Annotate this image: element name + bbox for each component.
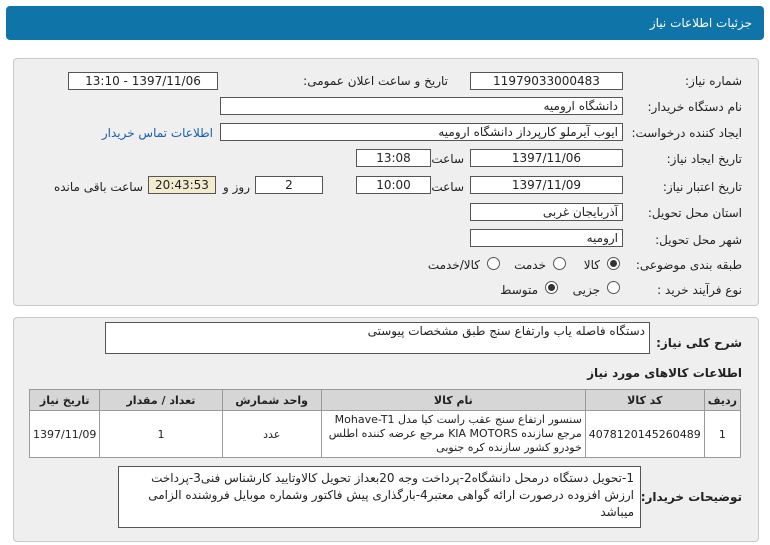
buyer-notes-label: توضیحات خریدار: <box>640 490 742 504</box>
table-row <box>30 411 741 458</box>
need-number-label: شماره نیاز: <box>685 74 742 88</box>
category-label: طبقه بندی موضوعی: <box>635 258 742 272</box>
row-date: 1397/11/09 <box>30 411 100 458</box>
province-field: آذربایجان غربی <box>470 203 623 221</box>
process-minor-radio[interactable] <box>607 281 620 294</box>
page-title: جزئیات اطلاعات نیاز <box>649 16 752 30</box>
validity-time-field: 10:00 <box>356 176 431 194</box>
buyer-org-field: دانشگاه ارومیه <box>220 97 623 115</box>
items-header-row <box>30 390 741 411</box>
col-qty: تعداد / مقدار <box>100 390 222 411</box>
buyer-notes-field: 1-تحویل دستگاه درمحل دانشگاه2-پرداخت وجه 20بعداز تحویل کالاوتایید کارشناس فنی3-پرداخت ارزش افزوده درصورت ارائه گواهی معتبر4-بارگذاری پیش فاکتور وشماره موبایل فروشنده الزامی میباشد <box>118 466 641 528</box>
category-both-label: کالا/خدمت <box>427 258 480 272</box>
validity-date-field: 1397/11/09 <box>470 176 623 194</box>
province-label: استان محل تحویل: <box>647 206 742 220</box>
need-number-field: 11979033000483 <box>470 72 623 90</box>
col-row: ردیف <box>704 390 740 411</box>
announce-label: تاریخ و ساعت اعلان عمومی: <box>303 74 448 88</box>
created-time-label: ساعت <box>431 152 464 166</box>
buyer-org-label: نام دستگاه خریدار: <box>647 100 742 114</box>
announce-field: 1397/11/06 - 13:10 <box>68 72 218 90</box>
buyer-contact-link[interactable]: اطلاعات تماس خریدار <box>101 126 213 140</box>
remaining-time-field: 20:43:53 <box>148 176 216 194</box>
row-qty: 1 <box>100 411 222 458</box>
process-minor-label: جزیی <box>572 283 600 297</box>
items-title: اطلاعات کالاهای مورد نیاز <box>587 366 742 380</box>
row-code: 4078120145260489 <box>585 411 704 458</box>
category-goods-radio[interactable] <box>607 257 620 270</box>
col-name: نام کالا <box>321 390 585 411</box>
validity-time-label: ساعت <box>431 180 464 194</box>
days-field: 2 <box>255 176 323 194</box>
col-code: کد کالا <box>585 390 704 411</box>
category-both-radio[interactable] <box>487 257 500 270</box>
row-number: 1 <box>704 411 740 458</box>
items-table <box>29 389 741 458</box>
process-label: نوع فرآیند خرید : <box>657 283 742 297</box>
created-time-field: 13:08 <box>356 149 431 167</box>
days-label: روز و <box>223 180 250 194</box>
col-date: تاریخ نیاز <box>30 390 100 411</box>
process-medium-radio[interactable] <box>545 281 558 294</box>
requester-field: ایوب آیرملو کارپرداز دانشگاه ارومیه <box>220 123 623 141</box>
remaining-label: ساعت باقی مانده <box>53 180 143 194</box>
created-date-label: تاریخ ایجاد نیاز: <box>666 152 742 166</box>
row-name: سنسور ارتفاع سنج عقب راست کیا مدل Mohave-T1 مرجع سازنده KIA MOTORS مرجع عرضه کننده اطلس خودرو کشور سازنده کره جنوبی <box>321 411 585 458</box>
city-field: ارومیه <box>470 229 623 247</box>
validity-date-label: تاریخ اعتبار نیاز: <box>662 180 742 194</box>
category-service-label: خدمت <box>514 258 546 272</box>
category-service-radio[interactable] <box>553 257 566 270</box>
col-unit: واحد شمارش <box>222 390 321 411</box>
process-medium-label: متوسط <box>500 283 538 297</box>
summary-label: شرح کلی نیاز: <box>656 336 742 350</box>
category-goods-label: کالا <box>583 258 600 272</box>
row-unit: عدد <box>222 411 321 458</box>
requester-label: ایجاد کننده درخواست: <box>631 126 742 140</box>
created-date-field: 1397/11/06 <box>470 149 623 167</box>
city-label: شهر محل تحویل: <box>655 233 742 247</box>
page-header <box>6 6 764 40</box>
summary-field: دستگاه فاصله یاب وارتفاع سنج طبق مشخصات پیوستی <box>105 322 650 354</box>
